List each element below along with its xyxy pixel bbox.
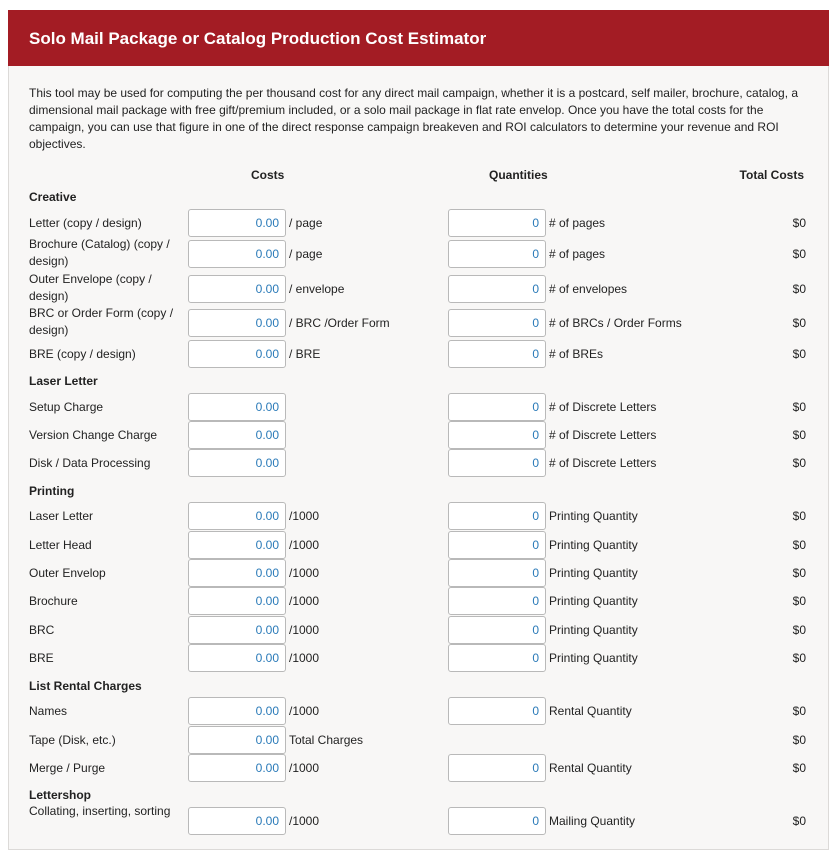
quantity-unit-label: # of pages (549, 247, 606, 261)
quantity-input[interactable]: 0 (448, 209, 546, 237)
section-title: Creative (29, 190, 77, 204)
section-title: Laser Letter (29, 374, 98, 388)
cost-unit-label: /1000 (289, 814, 320, 828)
cost-input[interactable]: 0.00 (188, 449, 286, 477)
row-label: Tape (Disk, etc.) (29, 733, 116, 747)
row-total: $0 (792, 509, 806, 523)
cost-unit-label: /1000 (289, 509, 320, 523)
cost-input[interactable]: 0.00 (188, 726, 286, 754)
section-title: Lettershop (29, 788, 92, 802)
quantity-input[interactable]: 0 (448, 559, 546, 587)
cost-unit-label: / BRE (289, 347, 321, 361)
quantity-unit-label: Mailing Quantity (549, 814, 636, 828)
row-label: BRE (29, 651, 54, 665)
page-title: Solo Mail Package or Catalog Production Cost Estimator (29, 29, 487, 48)
row-total: $0 (792, 814, 806, 828)
row-label: Version Change Charge (29, 428, 158, 442)
cost-unit-label: /1000 (289, 566, 320, 580)
quantity-input[interactable]: 0 (448, 502, 546, 530)
cost-unit-label: /1000 (289, 594, 320, 608)
cost-unit-label: / BRC /Order Form (289, 316, 390, 330)
cost-unit-label: /1000 (289, 704, 320, 718)
quantity-input[interactable]: 0 (448, 275, 546, 303)
row-total: $0 (792, 761, 806, 775)
row-total: $0 (792, 704, 806, 718)
row-label: Brochure (Catalog) (copy / design) (29, 237, 170, 268)
cost-input[interactable]: 0.00 (188, 421, 286, 449)
cost-unit-label: /1000 (289, 538, 320, 552)
cost-unit-label: /1000 (289, 623, 320, 637)
quantity-input[interactable]: 0 (448, 393, 546, 421)
quantity-input[interactable]: 0 (448, 807, 546, 835)
row-label: Outer Envelope (copy / design) (29, 272, 152, 303)
row-label: Laser Letter (29, 509, 94, 523)
quantity-input[interactable]: 0 (448, 587, 546, 615)
quantity-unit-label: # of Discrete Letters (549, 456, 657, 470)
quantity-unit-label: Printing Quantity (549, 651, 638, 665)
cost-input[interactable]: 0.00 (188, 275, 286, 303)
cost-input[interactable]: 0.00 (188, 531, 286, 559)
row-total: $0 (792, 538, 806, 552)
row-total: $0 (792, 316, 806, 330)
column-header-quantities: Quantities (489, 168, 548, 182)
section-title: List Rental Charges (29, 679, 142, 693)
row-label: Setup Charge (29, 400, 104, 414)
section-title: Printing (29, 484, 75, 498)
quantity-input[interactable]: 0 (448, 309, 546, 337)
quantity-unit-label: # of BRCs / Order Forms (549, 316, 682, 330)
quantity-unit-label: # of pages (549, 216, 606, 230)
quantity-unit-label: Rental Quantity (549, 704, 632, 718)
quantity-unit-label: Printing Quantity (549, 594, 638, 608)
row-total: $0 (792, 347, 806, 361)
cost-input[interactable]: 0.00 (188, 502, 286, 530)
cost-input[interactable]: 0.00 (188, 697, 286, 725)
quantity-input[interactable]: 0 (448, 616, 546, 644)
quantity-unit-label: Printing Quantity (549, 509, 638, 523)
quantity-input[interactable]: 0 (448, 644, 546, 672)
row-label: Collating, inserting, sorting (29, 804, 171, 818)
cost-input[interactable]: 0.00 (188, 587, 286, 615)
row-total: $0 (792, 456, 806, 470)
quantity-unit-label: Printing Quantity (549, 623, 638, 637)
row-label: Outer Envelop (29, 566, 106, 580)
row-total: $0 (792, 566, 806, 580)
row-total: $0 (792, 282, 806, 296)
column-header-total: Total Costs (739, 168, 804, 182)
row-total: $0 (792, 216, 806, 230)
cost-unit-label: / page (289, 247, 323, 261)
quantity-unit-label: Rental Quantity (549, 761, 632, 775)
cost-input[interactable]: 0.00 (188, 644, 286, 672)
cost-input[interactable]: 0.00 (188, 209, 286, 237)
row-total: $0 (792, 651, 806, 665)
cost-input[interactable]: 0.00 (188, 754, 286, 782)
quantity-input[interactable]: 0 (448, 754, 546, 782)
cost-unit-label: Total Charges (289, 733, 364, 747)
cost-input[interactable]: 0.00 (188, 309, 286, 337)
cost-unit-label: / page (289, 216, 323, 230)
quantity-input[interactable]: 0 (448, 531, 546, 559)
row-total: $0 (792, 428, 806, 442)
row-label: Letter (copy / design) (29, 216, 142, 230)
quantity-unit-label: # of Discrete Letters (549, 428, 657, 442)
cost-input[interactable]: 0.00 (188, 240, 286, 268)
cost-input[interactable]: 0.00 (188, 559, 286, 587)
cost-unit-label: /1000 (289, 761, 320, 775)
quantity-input[interactable]: 0 (448, 240, 546, 268)
quantity-unit-label: Printing Quantity (549, 566, 638, 580)
row-total: $0 (792, 594, 806, 608)
row-label: Brochure (29, 594, 78, 608)
row-label: Letter Head (29, 538, 92, 552)
column-header-costs: Costs (251, 168, 285, 182)
quantity-input[interactable]: 0 (448, 697, 546, 725)
header-bar (8, 10, 829, 66)
quantity-input[interactable]: 0 (448, 421, 546, 449)
row-label: Disk / Data Processing (29, 456, 151, 470)
cost-unit-label: / envelope (289, 282, 345, 296)
row-total: $0 (792, 623, 806, 637)
row-label: BRC (29, 623, 55, 637)
row-label: BRE (copy / design) (29, 347, 136, 361)
cost-input[interactable]: 0.00 (188, 807, 286, 835)
row-total: $0 (792, 400, 806, 414)
intro-text: This tool may be used for computing the per thousand cost for any direct mail campaign, whether it is a postcard, self mailer, brochure, catalog, a dimensional mail package with free gift/premium included, or a solo mail package in flat rate envelop. Once you have the total costs for the campaign, you can use that figure in one of the direct response campaign breakeven and ROI calculators to determine your revenue and ROI objectives. (29, 86, 799, 151)
cost-input[interactable]: 0.00 (188, 616, 286, 644)
quantity-input[interactable]: 0 (448, 449, 546, 477)
row-total: $0 (792, 733, 806, 747)
row-label: BRC or Order Form (copy / design) (29, 306, 174, 337)
row-label: Names (29, 704, 68, 718)
cost-unit-label: /1000 (289, 651, 320, 665)
row-total: $0 (792, 247, 806, 261)
cost-input[interactable]: 0.00 (188, 393, 286, 421)
quantity-unit-label: # of BREs (549, 347, 604, 361)
quantity-input[interactable]: 0 (448, 340, 546, 368)
cost-input[interactable]: 0.00 (188, 340, 286, 368)
quantity-unit-label: # of envelopes (549, 282, 628, 296)
quantity-unit-label: # of Discrete Letters (549, 400, 657, 414)
row-label: Merge / Purge (29, 761, 106, 775)
quantity-unit-label: Printing Quantity (549, 538, 638, 552)
